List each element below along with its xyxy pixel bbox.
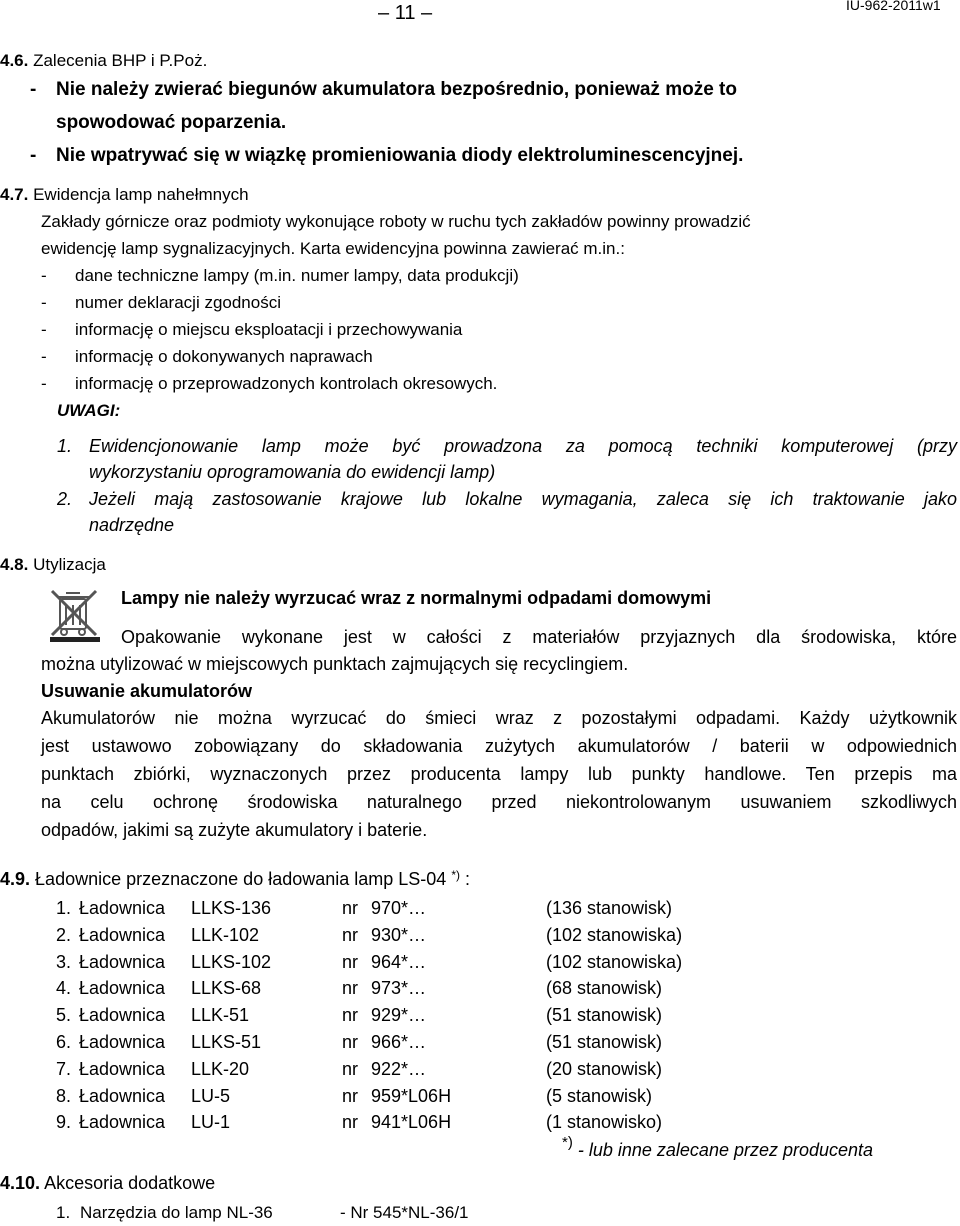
charger-row-code: 941*L06H bbox=[371, 1112, 452, 1133]
charger-row-code: 929*… bbox=[371, 1005, 427, 1026]
charger-row-number: 9. bbox=[56, 1112, 72, 1133]
footnote-reference: *) bbox=[451, 868, 461, 882]
register-list-item: informację o miejscu eksploatacji i przechowywania bbox=[75, 320, 463, 339]
page-number-value: 11 bbox=[394, 2, 416, 24]
charger-row-capacity: (68 stanowisk) bbox=[546, 978, 663, 999]
charger-row-code: 922*… bbox=[371, 1058, 427, 1079]
heading-colon: : bbox=[465, 869, 471, 889]
note-2-line-1: Jeżeli mają zastosowanie krajowe lub lokalne wymagania, zaleca się ich traktowanie jako bbox=[89, 489, 957, 509]
section-4-10-heading bbox=[0, 1170, 215, 1196]
charger-row bbox=[0, 975, 960, 1001]
disposal-warning: Lampy nie należy wyrzucać wraz z normalnymi odpadami domowymi bbox=[121, 588, 712, 608]
footnote-mark: *) bbox=[562, 1134, 573, 1151]
charger-row-capacity: (136 stanowisk) bbox=[546, 898, 673, 918]
battery-removal-heading: Usuwanie akumulatorów bbox=[41, 681, 253, 701]
charger-row-name: Ładownica bbox=[79, 1058, 166, 1079]
section-4-9-heading bbox=[0, 866, 470, 892]
section-4-9-title: Ładownice przeznaczone do ładowania lamp LS-04 bbox=[35, 869, 447, 889]
section-4-9-number: 4.9. bbox=[0, 869, 31, 889]
charger-row-name: Ładownica bbox=[79, 898, 166, 918]
battery-paragraph-line: punktach zbiórki, wyznaczonych przez producenta lampy lub punkty handlowe. Ten przepis ma bbox=[41, 764, 957, 784]
section-4-8-heading bbox=[0, 552, 106, 578]
document-code: IU-962-2011w1 bbox=[846, 0, 941, 13]
charger-row-code: 930*… bbox=[371, 924, 427, 945]
charger-row-nr: nr bbox=[342, 951, 359, 972]
battery-paragraph-line: na celu ochronę środowiska naturalnego przed niekontrolowanym usuwaniem szkodliwych bbox=[41, 792, 957, 812]
charger-row-number: 8. bbox=[56, 1085, 72, 1106]
charger-row-nr: nr bbox=[342, 1085, 359, 1106]
section-number: 4.6. bbox=[0, 51, 29, 70]
bhp-item-1-line-2: spowodować poparzenia. bbox=[56, 112, 287, 133]
register-list-item: informację o dokonywanych naprawach bbox=[75, 347, 373, 366]
charger-row bbox=[0, 922, 960, 948]
charger-row-code: 964*… bbox=[371, 951, 427, 972]
charger-row bbox=[0, 1083, 960, 1109]
charger-row-number: 5. bbox=[56, 1005, 72, 1026]
section-4-7-title: Ewidencja lamp nahełmnych bbox=[33, 185, 249, 204]
charger-row-name: Ładownica bbox=[79, 978, 166, 999]
register-intro-line-2: ewidencję lamp sygnalizacyjnych. Karta ewidencyjna powinna zawierać m.in.: bbox=[41, 239, 625, 258]
register-list-dash: - bbox=[41, 266, 47, 285]
charger-row bbox=[0, 1056, 960, 1082]
charger-row-model: LLK-102 bbox=[191, 924, 260, 945]
bhp-item-1-line-1: Nie należy zwierać biegunów akumulatora bezpośrednio, ponieważ może to bbox=[56, 79, 737, 100]
register-intro-line-1: Zakłady górnicze oraz podmioty wykonujące roboty w ruchu tych zakładów powinny prowadzić bbox=[41, 212, 751, 231]
charger-row-capacity: (20 stanowisk) bbox=[546, 1058, 663, 1079]
charger-row-nr: nr bbox=[342, 1032, 359, 1052]
charger-row-name: Ładownica bbox=[79, 951, 166, 972]
accessory-item bbox=[0, 1200, 960, 1226]
section-4-10-number: 4.10. bbox=[0, 1173, 41, 1193]
register-list-dash: - bbox=[41, 320, 47, 339]
section-4-10-title: Akcesoria dodatkowe bbox=[44, 1173, 216, 1193]
section-4-7-heading bbox=[0, 182, 249, 208]
charger-row-model: LLKS-102 bbox=[191, 951, 272, 972]
register-list-dash: - bbox=[41, 374, 47, 393]
charger-row-number: 1. bbox=[56, 898, 72, 918]
battery-paragraph-line: Akumulatorów nie można wyrzucać do śmieci wraz z pozostałymi odpadami. Każdy użytkownik bbox=[41, 708, 957, 728]
accessory-code: - Nr 545*NL-36/1 bbox=[340, 1203, 469, 1222]
notes-heading: UWAGI: bbox=[57, 401, 121, 420]
charger-row-model: LLKS-136 bbox=[191, 898, 272, 918]
charger-row-capacity: (51 stanowisk) bbox=[546, 1032, 663, 1052]
charger-row-capacity: (1 stanowisko) bbox=[546, 1112, 663, 1133]
accessory-number: 1. bbox=[56, 1203, 71, 1222]
charger-row-name: Ładownica bbox=[79, 1112, 166, 1133]
register-list-dash: - bbox=[41, 293, 47, 312]
charger-row-nr: nr bbox=[342, 1005, 359, 1026]
section-4-8-number: 4.8. bbox=[0, 555, 29, 574]
packaging-line-1: Opakowanie wykonane jest w całości z materiałów przyjaznych dla środowiska, które bbox=[121, 627, 957, 647]
charger-row-name: Ładownica bbox=[79, 1005, 166, 1026]
charger-row-number: 3. bbox=[56, 951, 72, 972]
charger-row-model: LU-1 bbox=[191, 1112, 231, 1133]
note-1-number: 1. bbox=[57, 436, 73, 456]
charger-row-capacity: (102 stanowiska) bbox=[546, 951, 683, 972]
charger-row bbox=[0, 1109, 960, 1135]
charger-row bbox=[0, 1029, 960, 1055]
note-2-line-2: nadrzędne bbox=[89, 515, 175, 535]
section-4-8-title: Utylizacja bbox=[33, 555, 106, 574]
charger-row-name: Ładownica bbox=[79, 924, 166, 945]
charger-row-model: LLK-20 bbox=[191, 1058, 250, 1079]
charger-row-nr: nr bbox=[342, 978, 359, 999]
section-4-6-heading bbox=[0, 48, 207, 74]
footnote bbox=[562, 1134, 874, 1163]
charger-row-number: 2. bbox=[56, 924, 72, 945]
charger-row-capacity: (102 stanowiska) bbox=[546, 924, 683, 945]
charger-row-number: 6. bbox=[56, 1032, 72, 1052]
charger-row-nr: nr bbox=[342, 924, 359, 945]
register-list-dash: - bbox=[41, 347, 47, 366]
charger-row-name: Ładownica bbox=[79, 1032, 166, 1052]
note-1-line-2: wykorzystaniu oprogramowania do ewidencji lamp) bbox=[89, 462, 496, 482]
section-4-7-number: 4.7. bbox=[0, 185, 29, 204]
charger-row-code: 973*… bbox=[371, 978, 427, 999]
charger-row-name: Ładownica bbox=[79, 1085, 166, 1106]
charger-row-capacity: (5 stanowisk) bbox=[546, 1085, 653, 1106]
charger-row-nr: nr bbox=[342, 1058, 359, 1079]
charger-row-nr: nr bbox=[342, 898, 359, 918]
charger-row-code: 970*… bbox=[371, 898, 427, 918]
charger-row-model: LLKS-51 bbox=[191, 1032, 262, 1052]
charger-row-code: 959*L06H bbox=[371, 1085, 452, 1106]
register-list-item: informację o przeprowadzonych kontrolach okresowych. bbox=[75, 374, 498, 393]
crossed-out-wheelie-bin-icon bbox=[44, 585, 106, 643]
charger-row-nr: nr bbox=[342, 1112, 359, 1133]
charger-row-number: 4. bbox=[56, 978, 72, 999]
charger-row-model: LLK-51 bbox=[191, 1005, 250, 1026]
charger-row bbox=[0, 949, 960, 975]
packaging-line-2: można utylizować w miejscowych punktach zajmujących się recyclingiem. bbox=[41, 654, 629, 674]
charger-row-capacity: (51 stanowisk) bbox=[546, 1005, 663, 1026]
battery-paragraph-line: jest ustawowo zobowiązany do składowania zużytych akumulatorów / baterii w odpowiednich bbox=[41, 736, 957, 756]
note-2-number: 2. bbox=[57, 489, 73, 509]
charger-row-code: 966*… bbox=[371, 1032, 427, 1052]
charger-row bbox=[0, 1002, 960, 1028]
accessory-name: Narzędzia do lamp NL-36 bbox=[80, 1203, 273, 1222]
battery-paragraph-line: odpadów, jakimi są zużyte akumulatory i baterie. bbox=[41, 820, 428, 840]
bhp-item-2-dash: - bbox=[30, 145, 37, 166]
charger-row bbox=[0, 895, 960, 921]
section-4-6-title-visible: Zalecenia BHP i P.Poż. bbox=[33, 51, 208, 70]
bhp-item-1-dash: - bbox=[30, 79, 37, 100]
charger-row-number: 7. bbox=[56, 1058, 72, 1079]
page-number: – 11 – bbox=[378, 2, 433, 24]
charger-row-model: LLKS-68 bbox=[191, 978, 262, 999]
bhp-item-2-line-1: Nie wpatrywać się w wiązkę promieniowania diody elektroluminescencyjnej. bbox=[56, 145, 744, 166]
register-list-item: numer deklaracji zgodności bbox=[75, 293, 281, 312]
charger-row-model: LU-5 bbox=[191, 1085, 231, 1106]
register-list-item: dane techniczne lampy (m.in. numer lampy, data produkcji) bbox=[75, 266, 519, 285]
note-1-line-1: Ewidencjonowanie lamp może być prowadzona za pomocą techniki komputerowej (przy bbox=[89, 436, 957, 456]
footnote-text: - lub inne zalecane przez producenta bbox=[577, 1140, 874, 1160]
